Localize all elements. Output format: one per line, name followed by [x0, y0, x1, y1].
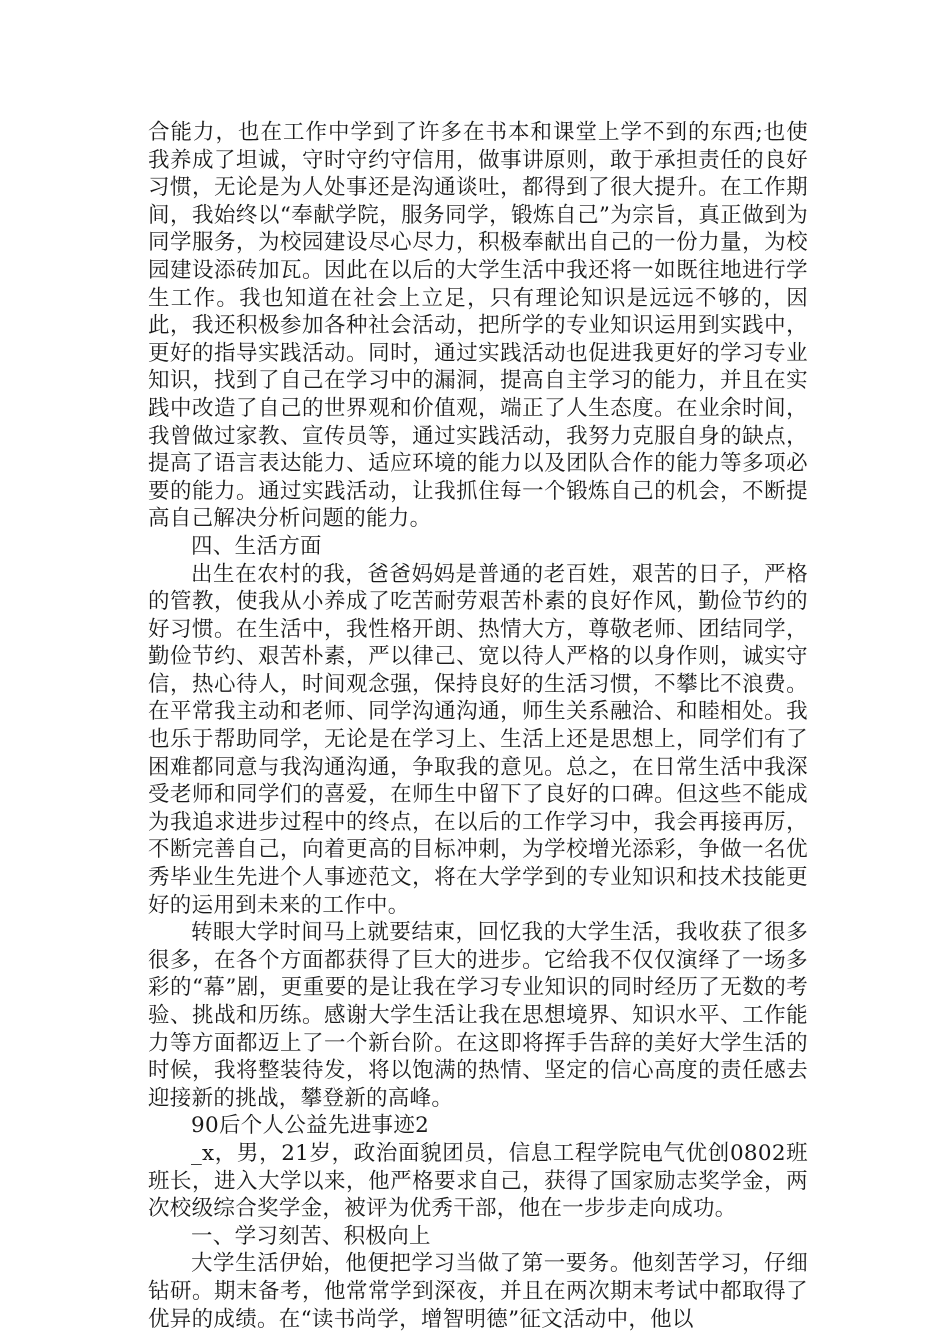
section-heading-study: 一、学习刻苦、积极向上 — [191, 1223, 431, 1249]
paragraph-life: 出生在农村的我，爸爸妈妈是普通的老百姓，艰苦的日子，严格的管教，使我从小养成了吃苦耐劳艰苦朴素的良好作风，勤俭节约的好习惯。在生活中，我性格开朗、热情大方，尊敬老师、团结同学，勤俭节约、艰苦朴素，严以律己、宽以待人严格的以身作则，诚实守信，热心待人，时间观念强，保持良好的生活习惯，不攀比不浪费。在平常我主动和老师、同学沟通沟通，师生关系融洽、和睦相处。我也乐于帮助同学，无论是在学习上、生活上还是思想上，同学们有了困难都同意与我沟通沟通，争取我的意见。总之，在日常生活中我深受老师和同学们的喜爱，在师生中留下了良好的口碑。但这些不能成为我追求进步过程中的终点，在以后的工作学习中，我会再接再厉，不断完善自己，向着更高的目标冲刺，为学校增光添彩，争做一名优秀毕业生先进个人事迹范文，将在大学学到的专业知识和技术技能更好的运用到未来的工作中。 — [148, 561, 808, 918]
section-heading-life: 四、生活方面 — [191, 533, 322, 559]
paragraph-summary: 转眼大学时间马上就要结束，回忆我的大学生活，我收获了很多很多，在各个方面都获得了巨大的进步。它给我不仅仅演绎了一场多彩的“幕”剧，更重要的是让我在学习专业知识的同时经历了无数的考验、挑战和历练。感谢大学生活让我在思想境界、知识水平、工作能力等方面都迈上了一个新台阶。在这即将挥手告辞的美好大学生活的时候，我将整装待发，将以饱满的热情、坚定的信心高度的责任感去迎接新的挑战，攀登新的高峰。 — [148, 920, 808, 1111]
paragraph-intro: _x，男，21岁，政治面貌团员，信息工程学院电气优创0802班班长，进入大学以来，他严格要求自己，获得了国家励志奖学金，两次校级综合奖学金，被评为优秀干部，他在一步步走向成功。 — [148, 1140, 808, 1222]
paragraph-continuation: 合能力，也在工作中学到了许多在书本和课堂上学不到的东西;也使我养成了坦诚，守时守约守信用，做事讲原则，敢于承担责任的良好习惯，无论是为人处事还是沟通谈吐，都得到了很大提升。在工作期间，我始终以“奉献学院，服务同学，锻炼自己”为宗旨，真正做到为同学服务，为校园建设尽心尽力，积极奉献出自己的一份力量，为校园建设添砖加瓦。因此在以后的大学生活中我还将一如既往地进行学生工作。我也知道在社会上立足，只有理论知识是远远不够的，因此，我还积极参加各种社会活动，把所学的专业知识运用到实践中，更好的指导实践活动。同时，通过实践活动也促进我更好的学习专业知识，找到了自己在学习中的漏洞，提高自主学习的能力，并且在实践中改造了自己的世界观和价值观，端正了人生态度。在业余时间，我曾做过家教、宣传员等，通过实践活动，我努力克服自身的缺点，提高了语言表达能力、适应环境的能力以及团队合作的能力等多项必要的能力。通过实践活动，让我抓住每一个锻炼自己的机会，不断提高自己解决分析问题的能力。 — [148, 120, 808, 532]
article-title-2: 90后个人公益先进事迹2 — [191, 1113, 430, 1139]
document-page — [148, 119, 808, 1333]
paragraph-study: 大学生活伊始，他便把学习当做了第一要务。他刻苦学习，仔细钻研。期末备考，他常常学到深夜，并且在两次期末考试中都取得了优异的成绩。在“读书尚学，增智明德”征文活动中，他以 — [148, 1251, 808, 1332]
